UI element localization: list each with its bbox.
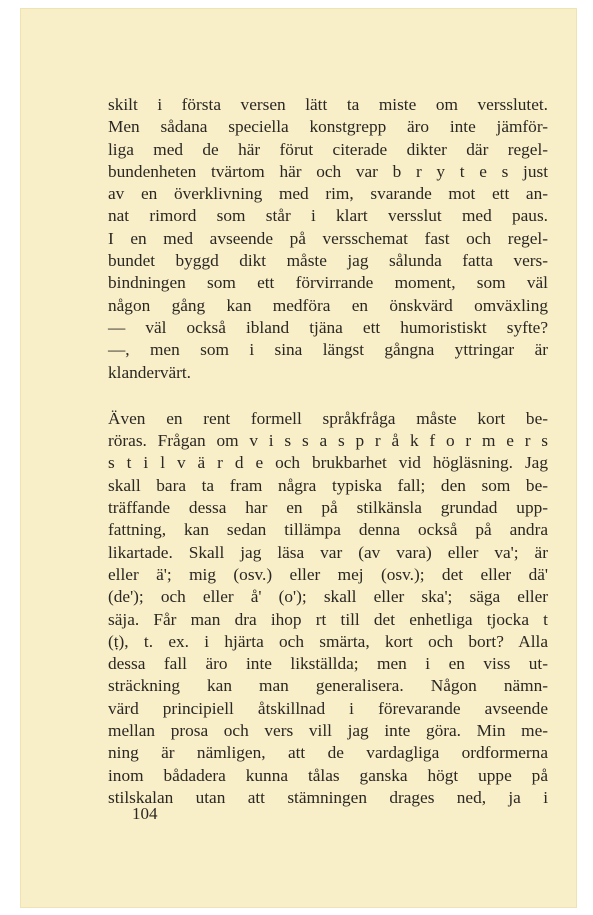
text-line: säja. Får man dra ihop rt till det enhetliga tjocka t — [108, 609, 548, 629]
text-line: av en överklivning med rim, svarande mot ett an- — [108, 184, 548, 204]
text-line: nat rimord som står i klart versslut med paus. — [108, 206, 548, 226]
text-line: fattning, kan sedan tillämpa denna också på andra — [108, 520, 548, 540]
text-line: liga med de här förut citerade dikter där regel- — [108, 139, 548, 159]
text-line: (de'); och eller å' (o'); skall eller ska'; säga eller — [108, 587, 548, 607]
text-line: Även en rent formell språkfråga måste kort be- — [108, 408, 548, 428]
text-line: s t i l v ä r d e och brukbarhet vid högläsning. Jag — [108, 453, 548, 473]
book-page — [20, 8, 577, 908]
text-line: inom bådadera kunna tålas ganska högt uppe på — [108, 765, 548, 785]
text-line: skall bara ta fram några typiska fall; den som be- — [108, 475, 548, 495]
text-line: bindningen som ett förvirrande moment, som väl — [108, 273, 548, 293]
text-line: (ṭ), t. ex. i hjärta och smärta, kort och bort? Alla — [108, 631, 548, 651]
text-line: skilt i första versen lätt ta miste om versslutet. — [108, 95, 548, 114]
page-number: 104 — [132, 804, 158, 823]
text-line: röras. Frågan om v i s s a s p r å k f o r m e r s — [108, 431, 548, 451]
text-line: bundenheten tvärtom här och var b r y t e s just — [108, 161, 548, 181]
text-line: värd principiell åtskillnad i förevarande avseende — [108, 698, 548, 718]
text-line: stilskalan utan att stämningen drages ned, ja i — [108, 787, 548, 807]
paragraph-gap — [108, 384, 548, 408]
text-line: sträckning kan man generalisera. Någon nämn- — [108, 676, 548, 696]
text-line: klandervärt. — [108, 362, 192, 382]
text-line: ning är nämligen, att de vardagliga ordformerna — [108, 743, 548, 763]
text-line: någon gång kan medföra en önskvärd omväxling — [108, 295, 548, 315]
text-line: träffande dessa har en på stilkänsla grundad upp- — [108, 498, 548, 518]
text-line: bundet byggd dikt måste jag sålunda fatta vers- — [108, 251, 548, 271]
text-line: dessa fall äro inte likställda; men i en viss ut- — [108, 654, 548, 674]
text-line: I en med avseende på versschemat fast och regel- — [108, 228, 548, 248]
text-line: —, men som i sina längst gångna yttringar är — [108, 340, 548, 360]
text-line: — väl också ibland tjäna ett humoristiskt syfte? — [108, 317, 548, 337]
text-line: mellan prosa och vers vill jag inte göra. Min me- — [108, 721, 548, 741]
body-text — [108, 94, 548, 809]
text-line: eller ä'; mig (osv.) eller mej (osv.); det eller dä' — [108, 564, 548, 584]
text-line: Men sådana speciella konstgrepp äro inte jämför- — [108, 117, 548, 137]
text-line: likartade. Skall jag läsa var (av vara) eller va'; är — [108, 542, 548, 562]
